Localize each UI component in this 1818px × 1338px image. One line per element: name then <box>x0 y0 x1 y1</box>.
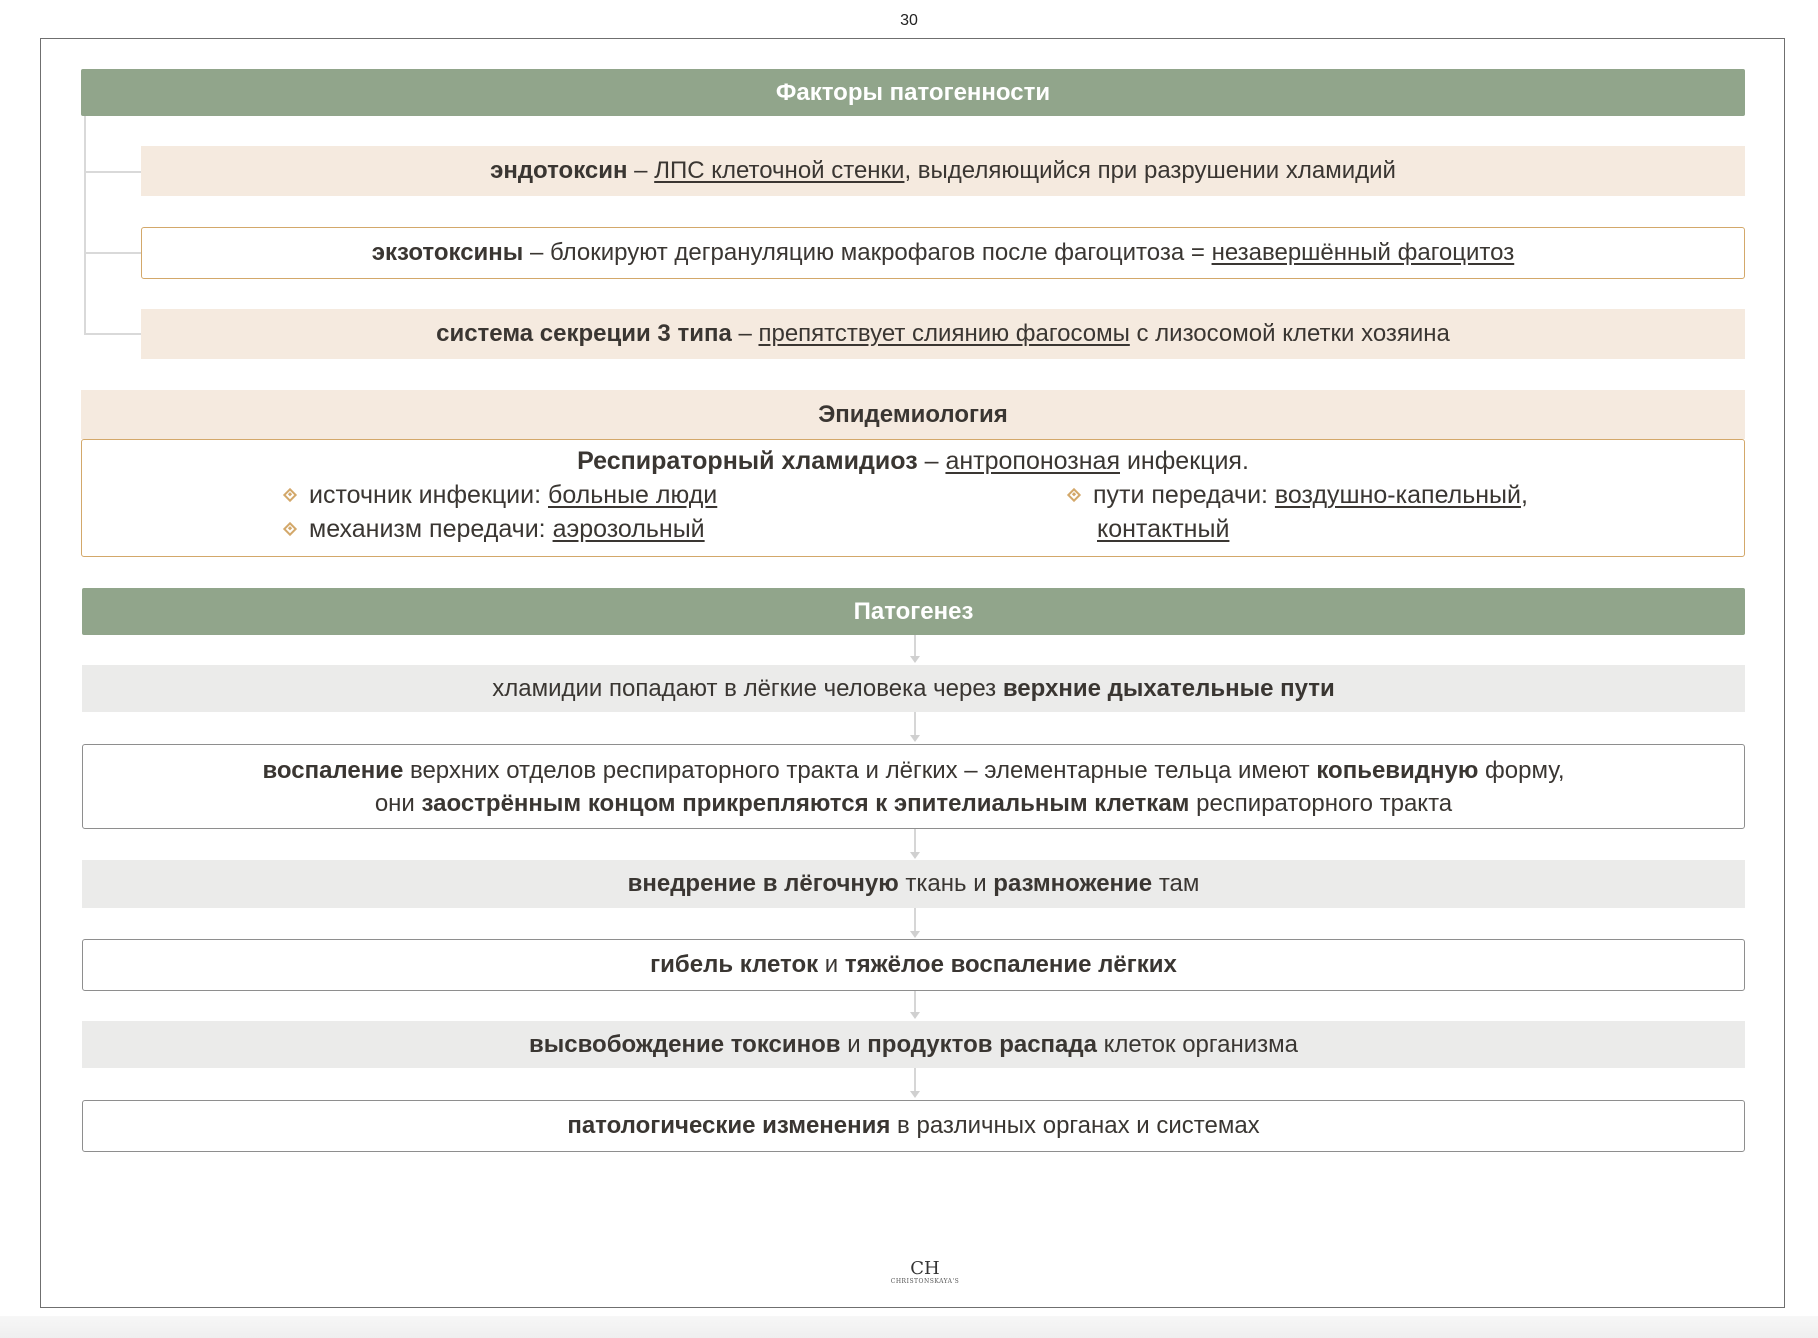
step2-text-2: форму, <box>1478 756 1565 784</box>
tree-branch-3 <box>84 333 141 335</box>
step2-line-1 <box>262 754 1564 787</box>
epidemiology-box <box>81 439 1745 557</box>
dash: – <box>917 447 946 475</box>
dash: – <box>731 320 759 347</box>
epidemiology-source <box>285 481 717 510</box>
bottom-shadow <box>0 1316 1818 1338</box>
pathogenesis-step-6 <box>82 1100 1745 1152</box>
tree-vertical-line <box>84 116 86 334</box>
dash: – <box>627 157 655 184</box>
comma: , <box>1521 481 1528 509</box>
mechanism-value: аэрозольный <box>552 515 705 543</box>
step2-text-4: респираторного тракта <box>1189 789 1453 817</box>
step2-bold-1: воспаление <box>262 756 404 784</box>
pathogenesis-step-2 <box>82 744 1745 829</box>
brand-logo-mark: CH <box>910 1258 940 1279</box>
factors-title <box>81 69 1745 116</box>
routes-label: пути передачи: <box>1093 481 1275 509</box>
factor-exotoxins-underline: незавершённый фагоцитоз <box>1211 239 1515 266</box>
factor-secretion-term: система секреции 3 типа <box>436 320 732 347</box>
tree-branch-1 <box>84 171 141 173</box>
epidemiology-lead-underline: антропонозная <box>945 447 1120 475</box>
flow-arrow-icon <box>910 656 920 663</box>
flow-arrow-icon <box>910 1012 920 1019</box>
flow-stem <box>914 991 916 1013</box>
pathogenesis-step-1 <box>82 665 1745 712</box>
factor-endotoxin-rest: , выделяющийся при разрушении хламидий <box>904 157 1396 184</box>
diamond-bullet-icon <box>1067 488 1081 502</box>
factor-secretion-system <box>141 309 1745 359</box>
epidemiology-routes-cont <box>1097 515 1229 544</box>
step5-text-2: клеток организма <box>1096 1030 1298 1058</box>
page-number: 30 <box>900 12 918 29</box>
tree-branch-2 <box>84 252 141 254</box>
factor-secretion-rest: с лизосомой клетки хозяина <box>1129 320 1450 347</box>
epidemiology-mechanism <box>285 515 705 544</box>
factor-secretion-underline: препятствует слиянию фагосомы <box>758 320 1130 347</box>
brand-logo <box>880 1260 970 1285</box>
pathogenesis-step-5 <box>82 1021 1745 1068</box>
flow-arrow-icon <box>910 931 920 938</box>
factor-exotoxins-term: экзотоксины <box>371 239 524 266</box>
source-label: источник инфекции: <box>309 481 548 509</box>
epidemiology-routes <box>1069 481 1528 510</box>
step2-bold-3: заострённым концом прикрепляются к эпителиальным клеткам <box>421 789 1190 817</box>
step4-bold-1: гибель клеток <box>650 951 819 978</box>
flow-stem <box>914 1068 916 1092</box>
step6-bold-1: патологические изменения <box>567 1112 891 1139</box>
step5-bold-1: высвобождение токсинов <box>529 1030 841 1058</box>
diamond-bullet-icon <box>283 522 297 536</box>
epidemiology-lead-rest: инфекция. <box>1120 447 1249 475</box>
factors-title-text: Факторы патогенности <box>775 78 1051 106</box>
routes-value-contact: контактный <box>1097 515 1230 543</box>
step2-text-3: они <box>374 789 422 817</box>
diamond-bullet-icon <box>283 488 297 502</box>
epidemiology-title <box>81 390 1745 439</box>
flow-stem <box>914 712 916 736</box>
step2-text-1: верхних отделов респираторного тракта и лёгких – элементарные тельца имеют <box>403 756 1317 784</box>
step5-bold-2: продуктов распада <box>867 1030 1097 1058</box>
step3-text-2: там <box>1152 870 1200 897</box>
factor-endotoxin <box>141 146 1745 196</box>
flow-stem <box>914 829 916 853</box>
pathogenesis-step-3 <box>82 860 1745 908</box>
factor-endotoxin-term: эндотоксин <box>490 157 628 184</box>
pathogenesis-step-4 <box>82 939 1745 991</box>
step1-bold: верхние дыхательные пути <box>1002 674 1335 702</box>
step6-text-1: в различных органах и системах <box>890 1112 1260 1139</box>
flow-stem <box>914 908 916 932</box>
step2-line-2 <box>375 787 1452 820</box>
flow-arrow-icon <box>910 735 920 742</box>
epidemiology-lead <box>82 447 1744 476</box>
step2-bold-2: копьевидную <box>1316 756 1479 784</box>
pathogenesis-title <box>82 588 1745 635</box>
brand-logo-text: CHRISTONSKAYA'S <box>890 1278 960 1285</box>
step3-bold-2: размножение <box>993 870 1153 897</box>
factor-endotoxin-underline: ЛПС клеточной стенки <box>654 157 905 184</box>
epidemiology-title-text: Эпидемиология <box>818 400 1008 428</box>
flow-arrow-icon <box>910 1091 920 1098</box>
source-value: больные люди <box>548 481 718 509</box>
pathogenesis-title-text: Патогенез <box>853 597 974 625</box>
epidemiology-lead-term: Респираторный хламидиоз <box>577 447 918 475</box>
flow-stem <box>914 635 916 657</box>
step4-bold-2: тяжёлое воспаление лёгких <box>844 951 1177 978</box>
step3-bold-1: внедрение в лёгочную <box>627 870 899 897</box>
step1-text: хламидии попадают в лёгкие человека через <box>492 674 1003 702</box>
step3-text-1: ткань и <box>898 870 994 897</box>
step5-text-1: и <box>840 1030 868 1058</box>
mechanism-label: механизм передачи: <box>309 515 553 543</box>
factor-exotoxins <box>141 227 1745 279</box>
step4-text-1: и <box>818 951 845 978</box>
factor-exotoxins-rest: – блокируют дегрануляцию макрофагов после фагоцитоза = <box>523 239 1212 266</box>
flow-arrow-icon <box>910 852 920 859</box>
routes-value-airborne: воздушно-капельный <box>1274 481 1521 509</box>
